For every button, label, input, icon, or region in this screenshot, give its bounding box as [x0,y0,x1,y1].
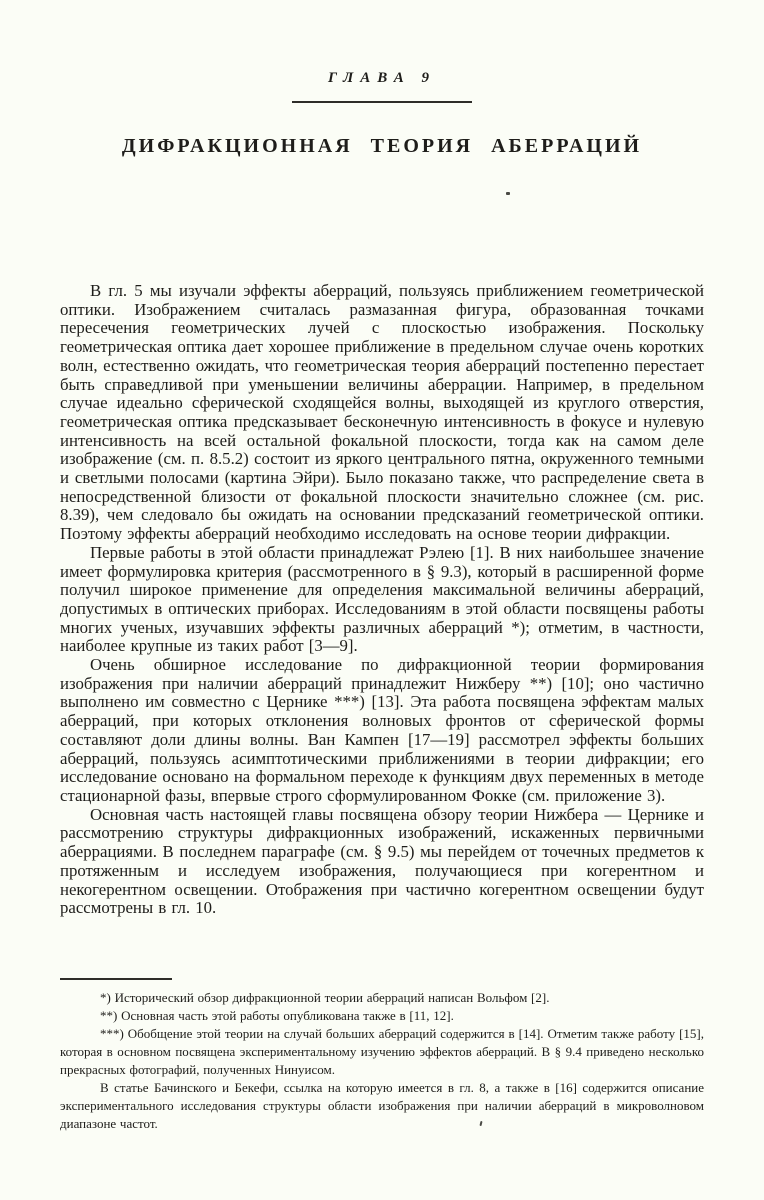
page-title: ДИФРАКЦИОННАЯ ТЕОРИЯ АБЕРРАЦИЙ [121,135,643,158]
scan-speck [506,192,510,195]
body-text [60,282,704,918]
footnote-2: **) Основная часть этой работы опубликована также в [11, 12]. [100,1008,454,1023]
footnotes-block [60,989,704,1133]
footnote-1: *) Исторический обзор дифракционной теории аберраций написан Вольфом [2]. [100,990,550,1005]
footnote-4: В статье Бачинского и Бекефи, ссылка на которую имеется в гл. 8, а также в [16] содержится описание экспериментального исследования структуры области изображения при наличии аберраций в микроволновом диапазоне частот. [60,1080,704,1131]
footnote-separator [60,978,172,980]
chapter-rule [292,101,472,103]
body-paragraph-1: В гл. 5 мы изучали эффекты аберраций, пользуясь приближением геометрической оптики. Изображением считалась размазанная фигура, образованная точками пересечения геометрических лучей с плоскостью изображения. Поскольку геометрическая оптика дает хорошее приближение в предельном случае очень коротких волн, естественно ожидать, что геометрическая теория аберраций постепенно перестает быть справедливой при уменьшении величины аберрации. Например, в предельном случае идеально сферической сходящейся волны, выходящей из круглого отверстия, геометрическая оптика предсказывает бесконечную интенсивность в фокусе и нулевую интенсивность на всей остальной фокальной плоскости, тогда как на самом деле изображение (см. п. 8.5.2) состоит из яркого центрального пятна, окруженного темными и светлыми полосами (картина Эйри). Было показано также, что распределение света в непосредственной близости от фокальной плоскости значительно сложнее (см. рис. 8.39), чем следовало бы ожидать на основании предсказаний геометрической оптики. Поэтому эффекты аберраций необходимо исследовать на основе теории дифракции. [60,281,704,544]
body-paragraph-3: Очень обширное исследование по дифракционной теории формирования изображения при наличии аберраций принадлежит Нижберу **) [10]; оно частично выполнено им совместно с Цернике ***) [13]. Эта работа посвящена эффектам малых аберраций, при которых отклонения волновых фронтов от сферической формы составляют доли длины волны. Ван Кампен [17—19] рассмотрел эффекты больших аберраций, пользуясь асимптотическими приближениями в теории дифракции; его исследование основано на формальном переходе к функциям двух переменных в методе стационарной фазы, впервые строго сформулированном Фокке (см. приложение 3). [60,655,704,805]
body-paragraph-2: Первые работы в этой области принадлежат Рэлею [1]. В них наибольшее значение имеет формулировка критерия (рассмотренного в § 9.3), который в расширенной форме получил широкое применение для определения максимальной величины аберраций, допустимых в оптических приборах. Исследованиям в этой области посвящены работы многих ученых, изучавших эффекты различных аберраций *); отметим, в частности, наиболее крупные из таких работ [3—9]. [60,542,704,656]
chapter-label: ГЛАВА 9 [327,70,436,86]
body-paragraph-4: Основная часть настоящей главы посвящена обзору теории Нижбера — Цернике и рассмотрению структуры дифракционных изображений, искаженных первичными аберрациями. В последнем параграфе (см. § 9.5) мы перейдем от точечных предметов к протяженным и исследуем изображения, получающиеся при когерентном и некогерентном освещении. Отображения при частично когерентном освещении будут рассмотрены в гл. 10. [60,804,704,918]
footnote-3: ***) Обобщение этой теории на случай больших аберраций содержится в [14]. Отметим также работу [15], которая в основном посвящена экспериментальному изучению эффектов аберраций. В § 9.4 приведено несколько прекрасных фотографий, полученных Нинуисом. [60,1026,704,1077]
